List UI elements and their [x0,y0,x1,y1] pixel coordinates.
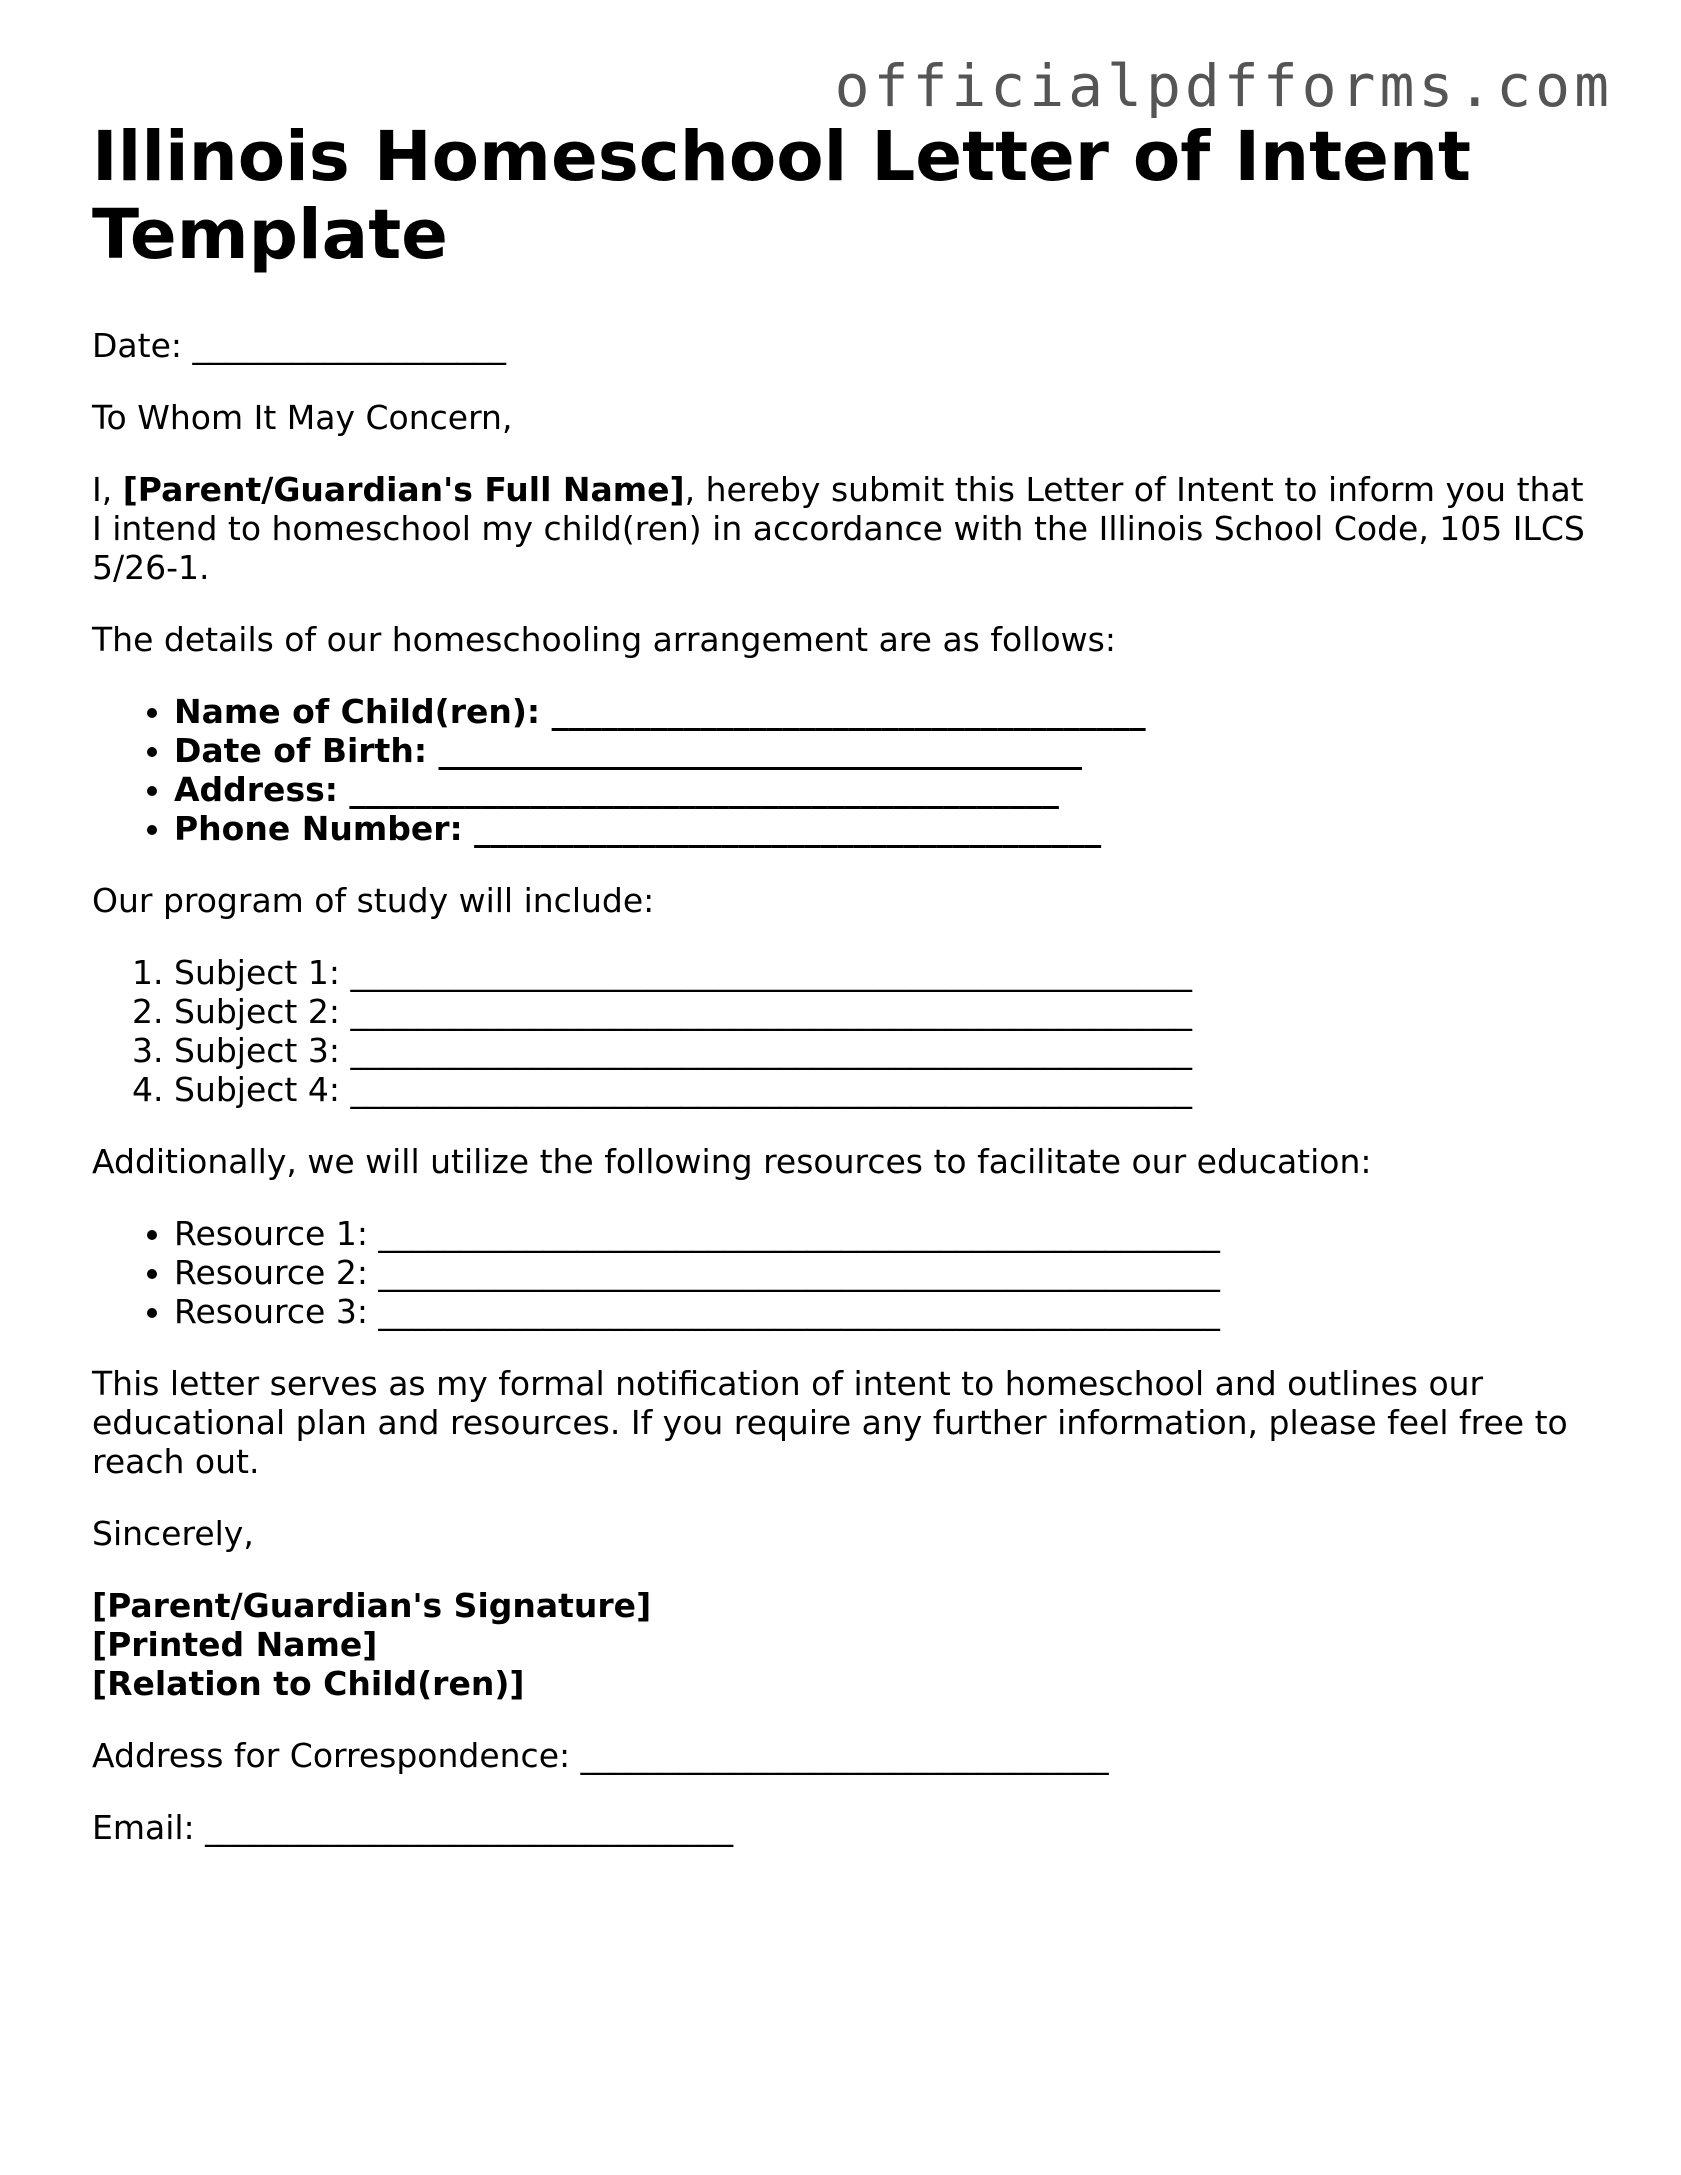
list-item: • Resource 1: ___________________________________________________ [174,1214,1592,1253]
salutation: To Whom It May Concern, [92,398,513,437]
list-item [174,809,1592,848]
signature-placeholder: [Parent/Guardian's Signature] [92,1586,652,1625]
detail-label: Phone Number: ______________________________________ [174,809,1102,848]
list-item [174,692,1592,731]
list-item: • Resource 3: ___________________________________________________ [174,1292,1592,1331]
program-intro: Our program of study will include: [92,881,655,920]
closing-paragraph: This letter serves as my formal notification of intent to homeschool and outlines our educational plan and resources. If you require any further information, please feel free to reach out. [92,1364,1568,1481]
signature-block [92,1586,1592,1703]
correspondence-address-line: Address for Correspondence: ________________________________ [92,1736,1109,1775]
list-item: 2. Subject 2: ___________________________________________________ [174,992,1592,1031]
resources-intro: Additionally, we will utilize the following resources to facilitate our education: [92,1142,1372,1181]
relation-placeholder: [Relation to Child(ren)] [92,1664,525,1703]
detail-label: Date of Birth: _______________________________________ [174,731,1083,770]
resources-list [92,1214,1592,1331]
document-title: Illinois Homeschool Letter of Intent Template [92,117,1472,275]
parent-name-placeholder: [Parent/Guardian's Full Name] [122,470,685,509]
list-item: • Resource 2: ___________________________________________________ [174,1253,1592,1292]
detail-label: Name of Child(ren): ____________________________________ [174,692,1146,731]
intro-paragraph [92,470,1592,587]
intro-prefix: I, [92,470,123,509]
list-item: 4. Subject 4: ___________________________________________________ [174,1070,1592,1109]
watermark: officialpdfforms.com [834,52,1613,120]
subjects-list [92,953,1592,1109]
printed-name-placeholder: [Printed Name] [92,1625,378,1664]
detail-label: Address: ___________________________________________ [174,770,1059,809]
sincerely: Sincerely, [92,1514,254,1553]
list-item: 3. Subject 3: ___________________________________________________ [174,1031,1592,1070]
document-page [92,118,1592,1847]
list-item: 1. Subject 1: ___________________________________________________ [174,953,1592,992]
details-list [92,692,1592,848]
list-item [174,731,1592,770]
intro-suffix: , hereby submit this Letter of Intent to inform you that I intend to homeschool my child(ren) in accordance with the Illinois School Code, 105 ILCS 5/26-1. [92,470,1585,587]
email-line: Email: ________________________________ [92,1808,734,1847]
details-intro: The details of our homeschooling arrangement are as follows: [92,620,1116,659]
list-item [174,770,1592,809]
date-line: Date: ___________________ [92,326,506,365]
